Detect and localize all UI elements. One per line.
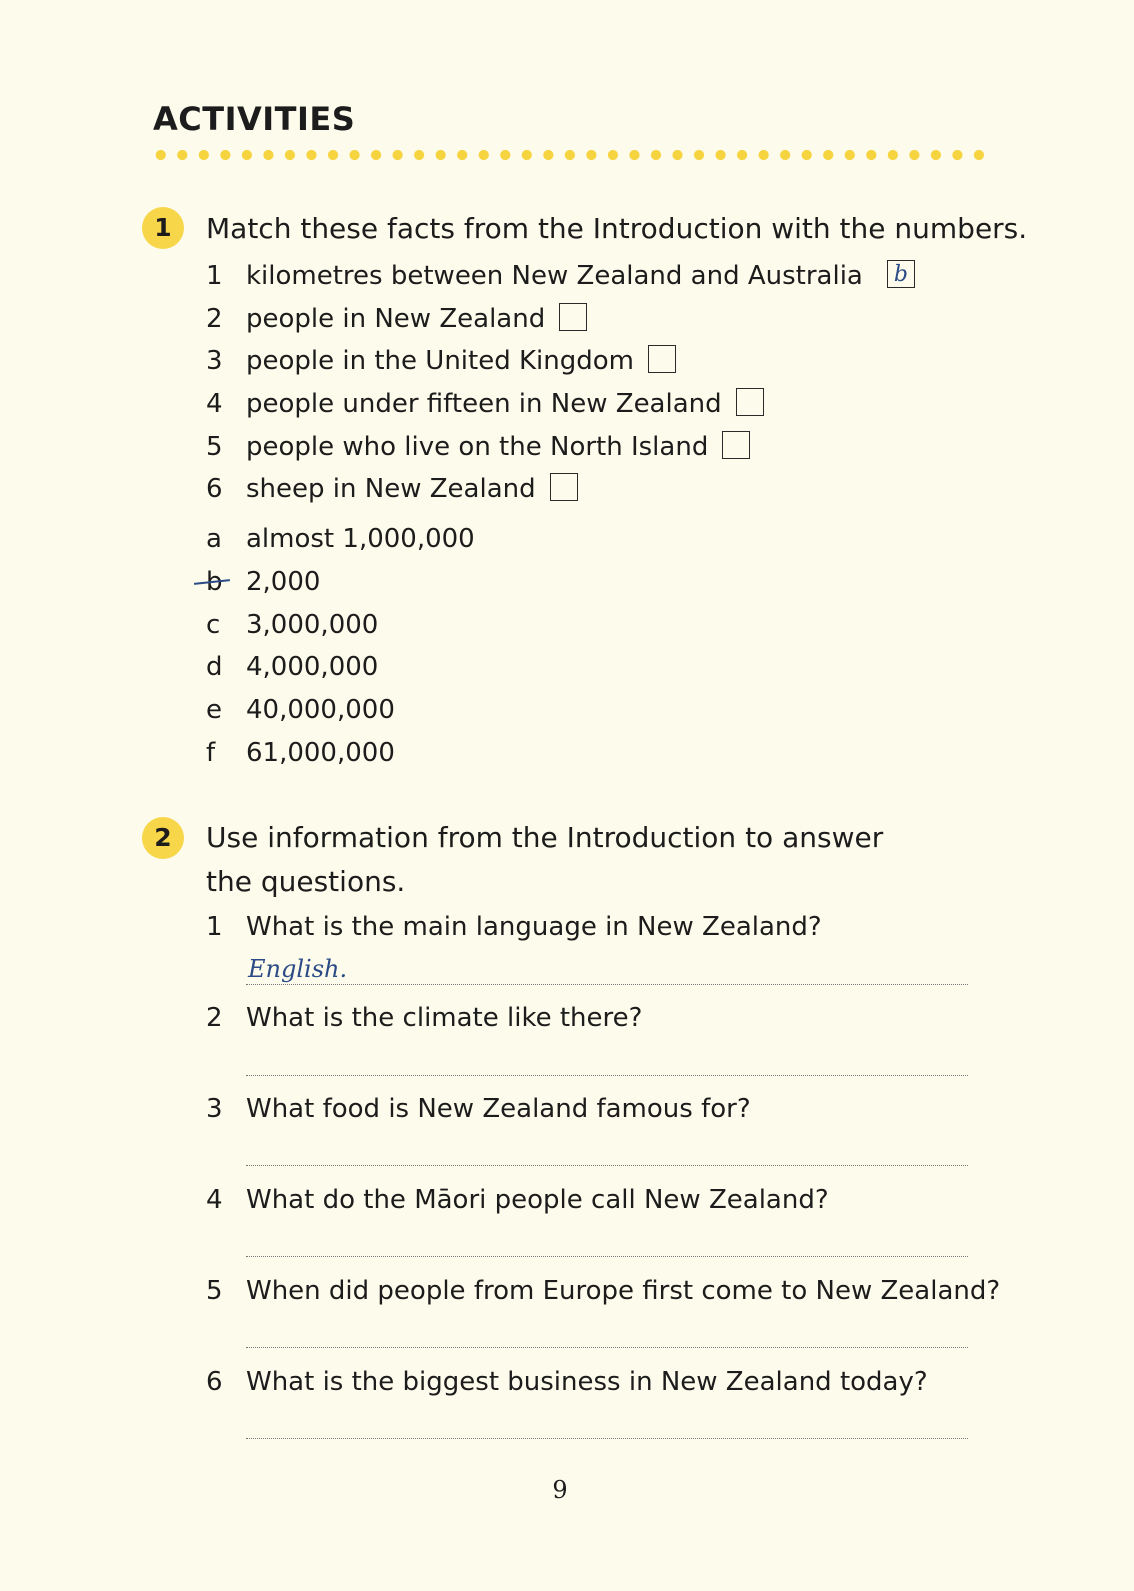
question-number: 4 xyxy=(206,1185,223,1215)
question-item xyxy=(206,1182,829,1218)
option-item xyxy=(206,521,475,557)
option-letter: f xyxy=(206,738,216,768)
activity-2-instruction: Use information from the Introduction to answer the questions. xyxy=(206,821,884,898)
question-number: 5 xyxy=(206,1276,223,1306)
item-number: 5 xyxy=(206,432,223,462)
question-item xyxy=(206,1000,642,1036)
match-item xyxy=(206,258,915,294)
question-item xyxy=(206,909,822,945)
question-item xyxy=(206,1364,928,1400)
question-text: When did people from Europe first come to New Zealand? xyxy=(246,1276,1001,1306)
option-item xyxy=(206,607,378,643)
question-number: 6 xyxy=(206,1367,223,1397)
answer-box[interactable] xyxy=(648,345,676,373)
option-letter xyxy=(206,564,246,600)
answer-box[interactable] xyxy=(736,388,764,416)
option-value: 61,000,000 xyxy=(246,738,395,768)
item-number: 4 xyxy=(206,389,223,419)
question-number: 2 xyxy=(206,1003,223,1033)
handwritten-answer: English. xyxy=(248,955,348,983)
activity-2-badge: 2 xyxy=(142,817,184,859)
option-item xyxy=(206,692,395,728)
item-text: people under fifteen in New Zealand xyxy=(246,389,722,419)
option-value: 40,000,000 xyxy=(246,695,395,725)
question-text: What is the climate like there? xyxy=(246,1003,643,1033)
answer-line[interactable] xyxy=(246,1075,968,1076)
question-number: 1 xyxy=(206,912,223,942)
match-item xyxy=(206,429,750,465)
item-number: 2 xyxy=(206,304,223,334)
answer-line[interactable] xyxy=(246,1347,968,1348)
option-value: 4,000,000 xyxy=(246,652,379,682)
match-item xyxy=(206,386,764,422)
match-item xyxy=(206,471,578,507)
item-text: people who live on the North Island xyxy=(246,432,709,462)
answer-box[interactable] xyxy=(559,303,587,331)
match-item xyxy=(206,343,676,379)
option-value: 2,000 xyxy=(246,567,321,597)
question-text: What is the biggest business in New Zealand today? xyxy=(246,1367,928,1397)
page-heading: ACTIVITIES xyxy=(153,100,356,138)
answer-box[interactable] xyxy=(550,473,578,501)
question-number: 3 xyxy=(206,1094,223,1124)
option-value: almost 1,000,000 xyxy=(246,524,475,554)
item-text: people in the United Kingdom xyxy=(246,346,634,376)
option-item xyxy=(206,735,395,771)
option-letter: c xyxy=(206,610,221,640)
item-number: 3 xyxy=(206,346,223,376)
activity-1-instruction: Match these facts from the Introduction with the numbers. xyxy=(206,212,1028,245)
question-text: What do the Māori people call New Zealand? xyxy=(246,1185,829,1215)
activity-1-badge: 1 xyxy=(142,207,184,249)
answer-line[interactable] xyxy=(246,1165,968,1166)
item-text: sheep in New Zealand xyxy=(246,474,536,504)
question-item xyxy=(206,1273,1000,1309)
question-text: What is the main language in New Zealand? xyxy=(246,912,822,942)
answer-line[interactable] xyxy=(246,1438,968,1439)
dotted-divider xyxy=(150,149,992,161)
item-text: people in New Zealand xyxy=(246,304,546,334)
item-number: 6 xyxy=(206,474,223,504)
option-letter: d xyxy=(206,652,223,682)
option-item xyxy=(206,564,320,600)
option-value: 3,000,000 xyxy=(246,610,379,640)
answer-line[interactable] xyxy=(246,984,968,985)
handwritten-answer: b xyxy=(893,262,908,287)
answer-box[interactable] xyxy=(887,260,915,288)
answer-box[interactable] xyxy=(722,431,750,459)
item-text: kilometres between New Zealand and Australia xyxy=(246,261,863,291)
question-text: What food is New Zealand famous for? xyxy=(246,1094,751,1124)
option-item xyxy=(206,649,378,685)
option-letter: a xyxy=(206,524,222,554)
item-number: 1 xyxy=(206,261,223,291)
question-item xyxy=(206,1091,751,1127)
match-item xyxy=(206,301,587,337)
option-letter: e xyxy=(206,695,222,725)
page-number: 9 xyxy=(552,1476,568,1504)
answer-line[interactable] xyxy=(246,1256,968,1257)
